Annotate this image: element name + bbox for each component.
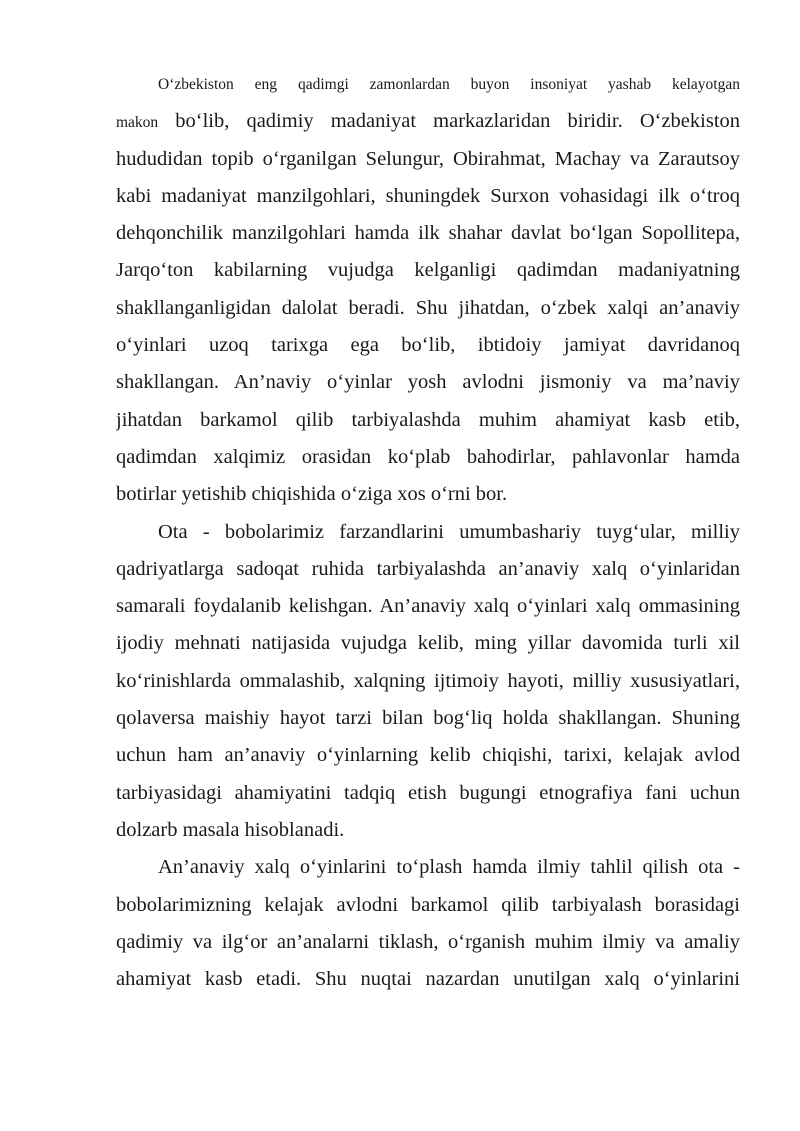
text-line: shakllangan. An’naviy o‘yinlar yosh avlodni jismoniy va ma’naviy [116,371,740,394]
text-span-small: makon [116,114,159,132]
text-line: qadimiy va ilg‘or an’analarni tiklash, o‘rganish muhim ilmiy va amaliy [116,930,740,953]
text-line: O‘zbekiston eng qadimgi zamonlardan buyon insoniyat yashab kelayotgan [158,76,740,93]
text-line: qolaversa maishiy hayot tarzi bilan bog‘liq holda shakllangan. Shuning [116,707,740,730]
text-line: hududidan topib o‘rganilgan Selungur, Obirahmat, Machay va Zarautsoy [116,147,740,170]
text-line: ko‘rinishlarda ommalashib, xalqning ijtimoiy hayoti, milliy xususiyatlari, [116,669,740,692]
text-line: uchun ham an’anaviy o‘yinlarning kelib chiqishi, tarixi, kelajak avlod [116,744,740,767]
text-line: shakllanganligidan dalolat beradi. Shu jihatdan, o‘zbek xalqi an’anaviy [116,296,740,319]
text-line: botirlar yetishib chiqishida o‘ziga xos o‘rni bor. [116,483,508,506]
text-line: bobolarimizning kelajak avlodni barkamol qilib tarbiyalash borasidagi [116,893,740,916]
text-span: bo‘lib, qadimiy madaniyat markazlaridan biridir. O‘zbekiston [175,110,740,133]
text-line: tarbiyasidagi ahamiyatini tadqiq etish bugungi etnografiya fani uchun [116,781,740,804]
text-line: dehqonchilik manzilgohlari hamda ilk shahar davlat bo‘lgan Sopollitepa, [116,222,740,245]
text-line: Ota - bobolarimiz farzandlarini umumbashariy tuyg‘ular, milliy [158,520,740,543]
text-line: qadimdan xalqimiz orasidan ko‘plab bahodirlar, pahlavonlar hamda [116,445,740,468]
paragraph-3 [116,849,740,998]
paragraph-1 [116,66,740,514]
paragraph-2 [116,514,740,850]
text-line: ahamiyat kasb etadi. Shu nuqtai nazardan unutilgan xalq o‘yinlarini [116,968,740,991]
text-line [116,103,740,140]
text-line: qadriyatlarga sadoqat ruhida tarbiyalashda an’anaviy xalq o‘yinlaridan [116,557,740,580]
text-line: samarali foydalanib kelishgan. An’anaviy xalq o‘yinlari xalq ommasining [116,595,740,618]
text-line: ijodiy mehnati natijasida vujudga kelib, ming yillar davomida turli xil [116,632,740,655]
text-line: Jarqo‘ton kabilarning vujudga kelganligi qadimdan madaniyatning [116,259,740,282]
text-line: o‘yinlari uzoq tarixga ega bo‘lib, ibtidoiy jamiyat davridanoq [116,334,740,357]
text-line: jihatdan barkamol qilib tarbiyalashda muhim ahamiyat kasb etib, [116,408,740,431]
document-page [116,66,740,998]
text-line: kabi madaniyat manzilgohlari, shuningdek Surxon vohasidagi ilk o‘troq [116,184,740,207]
text-line: dolzarb masala hisoblanadi. [116,818,345,841]
text-line: An’anaviy xalq o‘yinlarini to‘plash hamda ilmiy tahlil qilish ota - [158,856,740,879]
